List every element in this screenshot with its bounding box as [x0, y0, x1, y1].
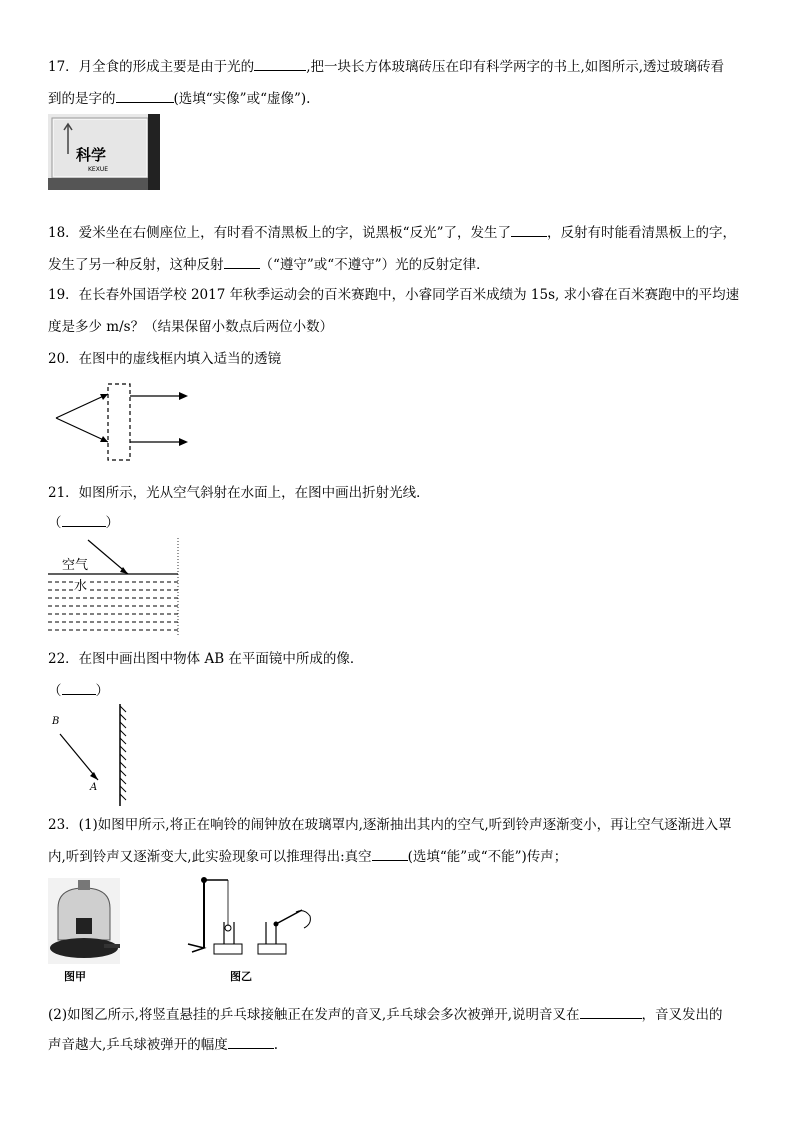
q22-blank[interactable]: [62, 680, 96, 695]
q17-text-b: ,把一块长方体玻璃砖压在印有科学两字的书上,如图所示,透过玻璃砖看: [306, 59, 725, 75]
q23-blank-1[interactable]: [372, 846, 408, 861]
q18-line1: [48, 222, 736, 242]
q23-line3: [48, 1004, 723, 1024]
q17-text-d: (选填“实像”或“虚像”).: [173, 91, 311, 107]
q22-label-b: B: [52, 716, 60, 727]
q18-blank-2[interactable]: [224, 254, 260, 269]
q23-text-b: (选填“能”或“不能”)传声；: [407, 849, 568, 865]
q17-blank-2[interactable]: [116, 88, 174, 103]
q18-text-c: 发生了另一种反射，这种反射: [48, 257, 224, 273]
q22-figure: [48, 704, 138, 808]
q23-blank-3[interactable]: [228, 1034, 274, 1049]
q17-figure-subtext: KEXUE: [88, 166, 109, 173]
q21-air-label: 空气: [62, 554, 88, 573]
q18-line2: [48, 254, 490, 274]
q17-blank-1[interactable]: [254, 56, 306, 71]
q21-answer-paren: （ ）: [48, 512, 119, 532]
q22-answer-paren: （ ）: [48, 680, 109, 700]
q21-line1: 21．如图所示，光从空气斜射在水面上，在图中画出折射光线．: [48, 485, 430, 501]
q17-text-a: 17．月全食的形成主要是由于光的: [48, 59, 255, 75]
q18-text-a: 18．爱米坐在右侧座位上，有时看不清黑板上的字，说黑板“反光”了，发生了: [48, 225, 511, 241]
q17-figure-text: 科学: [76, 146, 107, 164]
q23-figure-jia: [48, 878, 120, 964]
q23-line1: 23．(1)如图甲所示,将正在响铃的闹钟放在玻璃罩内,逐渐抽出其内的空气,听到铃声逐渐变小，再让空气逐渐进入罩: [48, 817, 732, 833]
q22-line1: 22．在图中画出图中物体 AB 在平面镜中所成的像．: [48, 651, 364, 667]
q19-line1: 19．在长春外国语学校 2017 年秋季运动会的百米赛跑中，小睿同学百米成绩为 15s, 求小睿在百米赛跑中的平均速: [48, 287, 740, 303]
q23-blank-2[interactable]: [580, 1004, 642, 1019]
q18-text-b: ，反射有时能看清黑板上的字，: [546, 225, 736, 241]
q23-line4: [48, 1034, 278, 1054]
q21-figure: [48, 538, 182, 636]
q20-figure: [48, 380, 198, 466]
q23-text-c: (2)如图乙所示,将竖直悬挂的乒乓球接触正在发声的音叉,乒乓球会多次被弹开,说明音叉在: [48, 1007, 580, 1023]
q17-text-c: 到的是字的: [48, 91, 116, 107]
q23-caption-yi: 图乙: [230, 970, 252, 983]
q23-text-d: ，音叉发出的: [641, 1007, 723, 1023]
q21-water-label: 水: [74, 579, 88, 594]
q23-figure-yi: [184, 872, 316, 962]
q18-blank-1[interactable]: [511, 222, 547, 237]
q22-label-a: A: [90, 782, 98, 793]
q23-text-e: 声音越大,乒乓球被弹开的幅度: [48, 1037, 228, 1053]
q17-line1: [48, 56, 724, 76]
q17-line2: [48, 88, 310, 108]
q20-line1: 20．在图中的虚线框内填入适当的透镜: [48, 351, 282, 367]
q23-text-f: .: [273, 1037, 279, 1053]
q23-text-a: 内,听到铃声又逐渐变大,此实验现象可以推理得出:真空: [48, 849, 372, 865]
q23-line2: [48, 846, 567, 866]
q18-text-d: （“遵守”或“不遵守”）光的反射定律．: [259, 257, 490, 273]
q17-figure: [48, 114, 160, 190]
q21-blank[interactable]: [62, 512, 106, 527]
q23-caption-jia: 图甲: [64, 970, 86, 983]
q19-line2: 度是多少 m/s？（结果保留小数点后两位小数）: [48, 319, 334, 335]
